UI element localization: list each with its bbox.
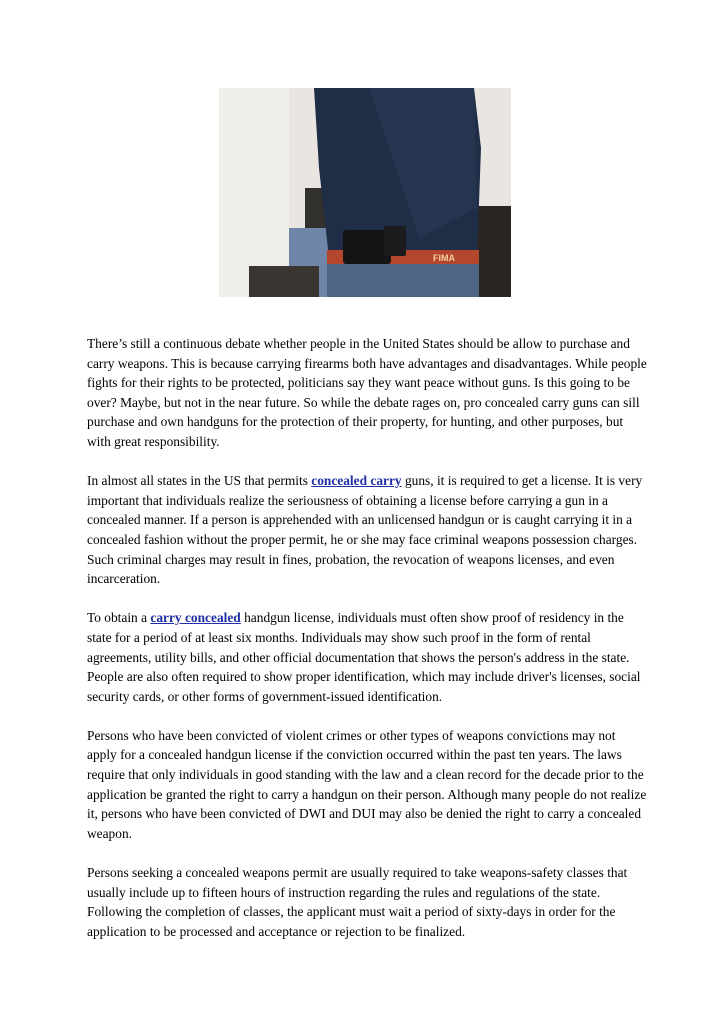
paragraph-text: There’s still a continuous debate whether people in the United States should be allow to purchase and carry weapons. This is because carrying firearms both have advantages and disadvantages. While people fights for their rights to be protected, politicians say they want peace without guns. Is this going to be over? Maybe, but not in the near future. So while the debate rages on, pro concealed carry guns can sill purchase and own handguns for the protection of their property, for hunting, and other purposes, but with great responsibility. [87, 336, 647, 449]
photo-person-with-holstered-handgun-icon [219, 88, 511, 297]
inline-link[interactable]: concealed carry [311, 473, 402, 489]
paragraph-text: Persons who have been convicted of violent crimes or other types of weapons convictions may not apply for a concealed handgun license if the conviction occurred within the past ten years. The laws require that only individuals in good standing with the law and a clean record for the decade prior to the application be granted the right to carry a handgun on their person. Although many people do not realize it, persons who have been convicted of DWI and DUI may also be denied the right to carry a concealed weapon. [87, 727, 647, 841]
paragraph [87, 471, 647, 589]
paragraph-text: In almost all states in the US that permits [87, 473, 312, 489]
belt-text: FIMA [433, 253, 455, 263]
article-photo [219, 88, 511, 297]
article-body [87, 334, 647, 961]
paragraph-text: handgun license, individuals must often show proof of residency in the state for a period of at least six months. Individuals may show such proof in the form of rental agreements, utility bills, and other official documentation that shows the person's address in the state. People are also often required to show proper identification, which may include driver's licenses, social security cards, or other forms of government-issued identification. [87, 610, 641, 704]
paragraph-text: Persons seeking a concealed weapons permit are usually required to take weapons-safety classes that usually include up to fifteen hours of instruction regarding the rules and regulations of the state. Following the completion of classes, the applicant must wait a period of sixty-days in order for the application to be processed and acceptance or rejection to be finalized. [87, 865, 628, 939]
paragraph [87, 726, 647, 844]
paragraph-text: guns, it is required to get a license. It is very important that individuals realize the seriousness of obtaining a license before carrying a gun in a concealed manner. If a person is apprehended with an unlicensed handgun or is caught carrying it in a concealed fashion without the proper permit, he or she may face criminal weapons possession charges. Such criminal charges may result in fines, probation, the revocation of weapons licenses, and even incarceration. [87, 473, 643, 587]
inline-link[interactable]: carry concealed [150, 610, 241, 626]
paragraph [87, 334, 647, 452]
paragraph [87, 608, 647, 706]
paragraph [87, 863, 647, 941]
paragraph-text: To obtain a [87, 610, 151, 626]
